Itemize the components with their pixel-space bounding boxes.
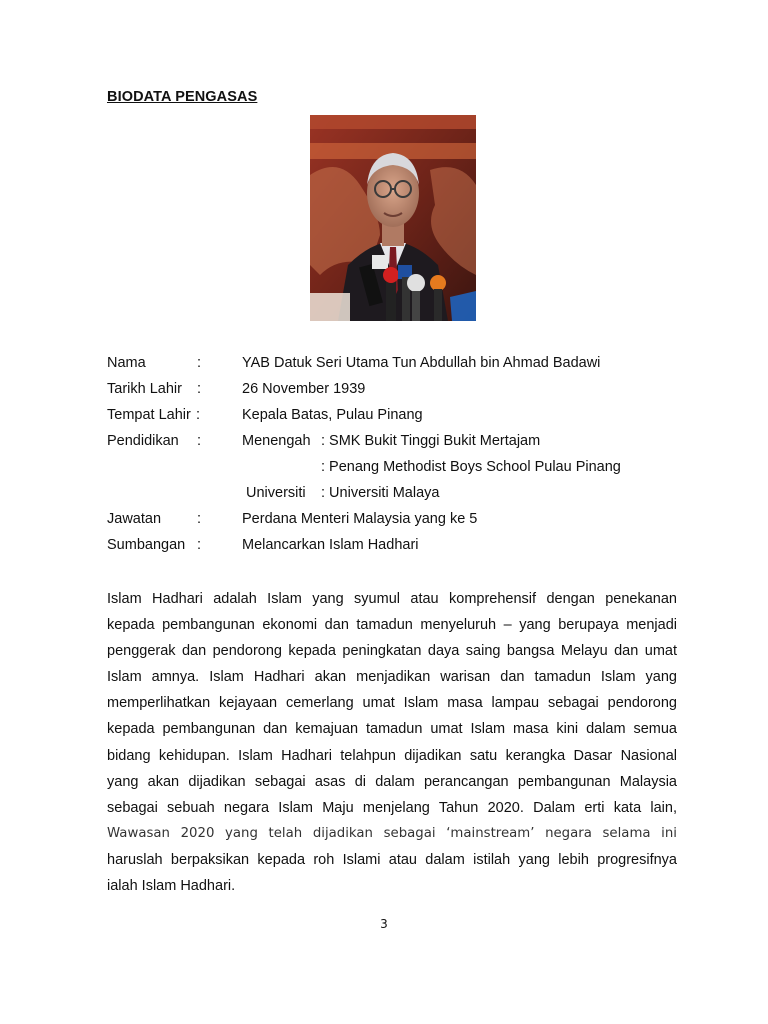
value-universiti: : Universiti Malaya: [321, 485, 440, 501]
value-nama: YAB Datuk Seri Utama Tun Abdullah bin Ahmad Badawi: [242, 355, 601, 371]
label-sumbangan: Sumbangan: [107, 537, 186, 553]
body-paragraph: [107, 586, 677, 899]
value-tempat-lahir: Kepala Batas, Pulau Pinang: [242, 407, 423, 423]
paragraph-line: haruslah berpaksikan kepada roh Islami atau dalam istilah yang lebih progresifnya: [107, 851, 677, 868]
colon-sumbangan: :: [197, 537, 202, 553]
paragraph-line: penggerak dan pendorong kepada peningkatan daya saing bangsa Melayu dan umat: [107, 643, 677, 660]
colon-tempat-lahir: :: [196, 407, 201, 423]
colon-pendidikan: :: [197, 433, 202, 449]
paragraph-line: kepada pembangunan ekonomi dan tamadun menyeluruh – yang berupaya menjadi: [107, 617, 677, 634]
paragraph-line: memperlihatkan kejayaan cemerlang umat Islam masa lampau sebagai pendorong: [107, 695, 677, 712]
paragraph-line: Islam amnya. Islam Hadhari akan menjadikan warisan dan tamadun Islam yang: [107, 669, 677, 686]
paragraph-line: bidang kehidupan. Islam Hadhari telahpun dijadikan satu kerangka Dasar Nasional: [107, 747, 677, 764]
portrait-image: [310, 115, 476, 321]
value-menengah-2: : Penang Methodist Boys School Pulau Pinang: [321, 459, 621, 475]
portrait-photo: [310, 115, 476, 321]
paragraph-line: yang akan dijadikan sebagai asas di dalam perancangan pembangunan Malaysia: [107, 773, 677, 790]
value-sumbangan: Melancarkan Islam Hadhari: [242, 537, 419, 553]
label-nama: Nama: [107, 355, 146, 371]
paragraph-line: Islam Hadhari adalah Islam yang syumul atau komprehensif dengan penekanan: [107, 591, 677, 607]
colon-tarikh-lahir: :: [197, 381, 202, 397]
value-jawatan: Perdana Menteri Malaysia yang ke 5: [242, 511, 478, 527]
label-tempat-lahir: Tempat Lahir: [107, 407, 191, 423]
value-menengah-1: : SMK Bukit Tinggi Bukit Mertajam: [321, 433, 541, 449]
label-jawatan: Jawatan: [107, 511, 162, 527]
colon-jawatan: :: [197, 511, 202, 527]
paragraph-line: sebagai sebuah negara Islam Maju menjelang Tahun 2020. Dalam erti kata lain,: [107, 799, 677, 816]
label-menengah: Menengah: [242, 433, 311, 449]
paragraph-line: kepada pembangunan dan kemajuan tamadun umat Islam masa kini dalam semua: [107, 721, 677, 738]
page-number: 3: [380, 917, 388, 931]
label-universiti: Universiti: [246, 485, 306, 501]
page-title: BIODATA PENGASAS: [107, 89, 258, 105]
value-tarikh-lahir: 26 November 1939: [242, 381, 366, 397]
label-tarikh-lahir: Tarikh Lahir: [107, 381, 182, 397]
paragraph-line: ialah Islam Hadhari.: [107, 878, 236, 895]
paragraph-line: Wawasan 2020 yang telah dijadikan sebagai ‘mainstream’ negara selama ini: [107, 825, 677, 841]
colon-nama: :: [197, 355, 202, 371]
label-pendidikan: Pendidikan: [107, 433, 179, 449]
